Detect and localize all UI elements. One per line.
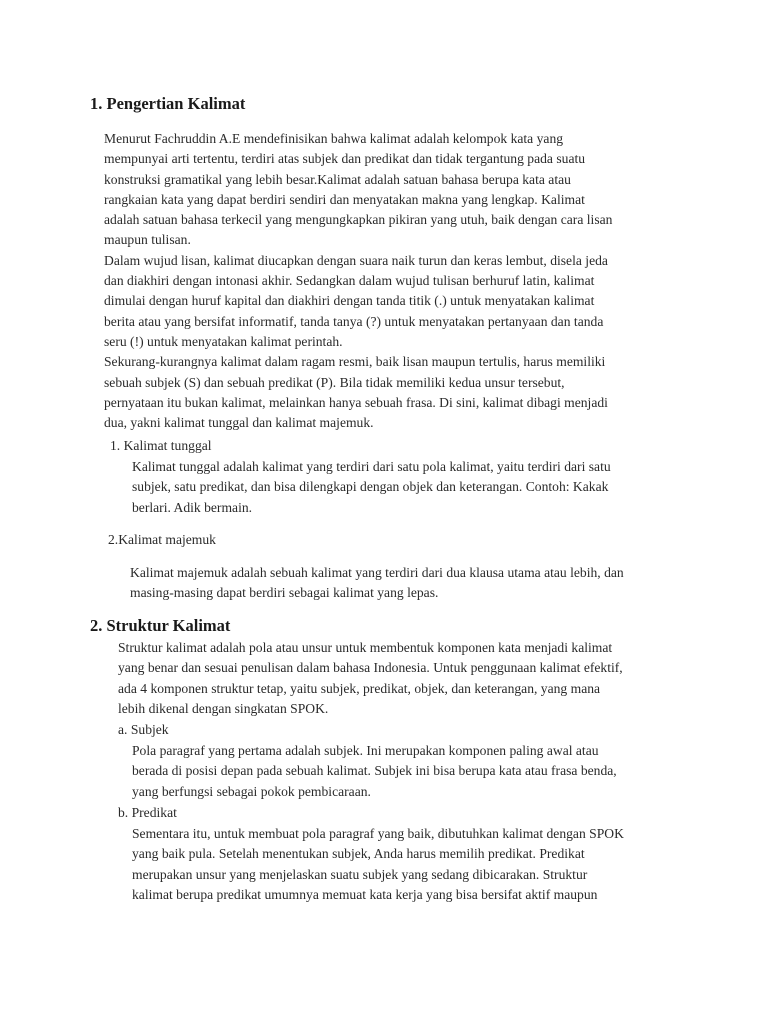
text-line: yang baik pula. Setelah menentukan subjek, Anda harus memilih predikat. Predikat <box>132 846 585 862</box>
text-line: konstruksi gramatikal yang lebih besar.Kalimat adalah satuan bahasa berupa kata atau <box>104 171 571 187</box>
text-line: Menurut Fachruddin A.E mendefinisikan bahwa kalimat adalah kelompok kata yang <box>104 131 564 146</box>
text-line: Kalimat tunggal adalah kalimat yang terdiri dari satu pola kalimat, yaitu terdiri dari satu <box>132 459 611 474</box>
text-line: Dalam wujud lisan, kalimat diucapkan dengan suara naik turun dan keras lembut, disela jeda <box>104 252 608 268</box>
text-line: mempunyai arti tertentu, terdiri atas subjek dan predikat dan tidak tergantung pada suatu <box>104 151 586 167</box>
text-line: subjek, satu predikat, dan bisa dilengkapi dengan objek dan keterangan. Contoh: Kakak <box>132 479 609 495</box>
section-heading-struktur: 2. Struktur Kalimat <box>90 616 231 635</box>
text-line: dua, yakni kalimat tunggal dan kalimat majemuk. <box>104 415 374 431</box>
text-line: ada 4 komponen struktur tetap, yaitu subjek, predikat, objek, dan keterangan, yang mana <box>118 680 601 696</box>
text-line: Sekurang-kurangnya kalimat dalam ragam resmi, baik lisan maupun tertulis, harus memiliki <box>104 354 606 370</box>
text-line: kalimat berupa predikat umumnya memuat kata kerja yang bisa bersifat aktif maupun <box>132 886 598 902</box>
paragraph-subjek <box>132 741 617 802</box>
text-line: berada di posisi depan pada sebuah kalimat. Subjek ini bisa berupa kata atau frasa benda, <box>132 763 617 779</box>
text-line: seru (!) untuk menyatakan kalimat perintah. <box>104 333 343 349</box>
text-line: lebih dikenal dengan singkatan SPOK. <box>118 700 329 716</box>
text-line: yang benar dan sesuai penulisan dalam bahasa Indonesia. Untuk penggunaan kalimat efektif, <box>118 660 623 676</box>
text-line: yang berfungsi sebagai pokok pembicaraan. <box>132 783 371 799</box>
text-line: dimulai dengan huruf kapital dan diakhiri dengan tanda titik (.) untuk menyatakan kalimat <box>104 293 595 309</box>
paragraph-definition <box>104 129 612 433</box>
text-line: Sementara itu, untuk membuat pola paragraf yang baik, dibutuhkan kalimat dengan SPOK <box>132 826 624 841</box>
text-line: rangkaian kata yang dapat berdiri sendiri dan menyatakan makna yang lengkap. Kalimat <box>104 191 585 207</box>
list-item-label-predikat: b. Predikat <box>118 805 177 820</box>
paragraph-kalimat-tunggal <box>132 457 611 518</box>
text-line: Pola paragraf yang pertama adalah subjek. Ini merupakan komponen paling awal atau <box>132 743 599 758</box>
list-item-label-subjek: a. Subjek <box>118 722 169 737</box>
text-line: pernyataan itu bukan kalimat, melainkan hanya sebuah frasa. Di sini, kalimat dibagi menjadi <box>104 394 608 410</box>
paragraph-kalimat-majemuk <box>130 563 624 604</box>
text-line: Struktur kalimat adalah pola atau unsur untuk membentuk komponen kata menjadi kalimat <box>118 640 613 655</box>
text-line: Kalimat majemuk adalah sebuah kalimat yang terdiri dari dua klausa utama atau lebih, dan <box>130 565 624 580</box>
paragraph-struktur <box>118 638 623 719</box>
text-line: merupakan unsur yang menjelaskan suatu subjek yang sedang dibicarakan. Struktur <box>132 866 588 882</box>
text-line: berlari. Adik bermain. <box>132 499 253 515</box>
text-line: adalah satuan bahasa terkecil yang mengungkapkan pikiran yang utuh, baik dengan cara lisan <box>104 212 613 228</box>
text-line: dan diakhiri dengan intonasi akhir. Sedangkan dalam wujud tulisan berhuruf latin, kalimat <box>104 273 595 289</box>
text-line: berita atau yang bersifat informatif, tanda tanya (?) untuk menyatakan pertanyaan dan tanda <box>104 313 604 329</box>
list-item-label-kalimat-majemuk: 2.Kalimat majemuk <box>108 532 216 547</box>
text-line: masing-masing dapat berdiri sebagai kalimat yang lepas. <box>130 585 439 601</box>
list-item-label-kalimat-tunggal: 1. Kalimat tunggal <box>110 438 212 453</box>
section-heading-pengertian: 1. Pengertian Kalimat <box>90 94 246 113</box>
text-line: sebuah subjek (S) dan sebuah predikat (P). Bila tidak memiliki kedua unsur tersebut, <box>104 374 565 390</box>
paragraph-predikat <box>132 824 624 905</box>
text-line: maupun tulisan. <box>104 232 191 248</box>
